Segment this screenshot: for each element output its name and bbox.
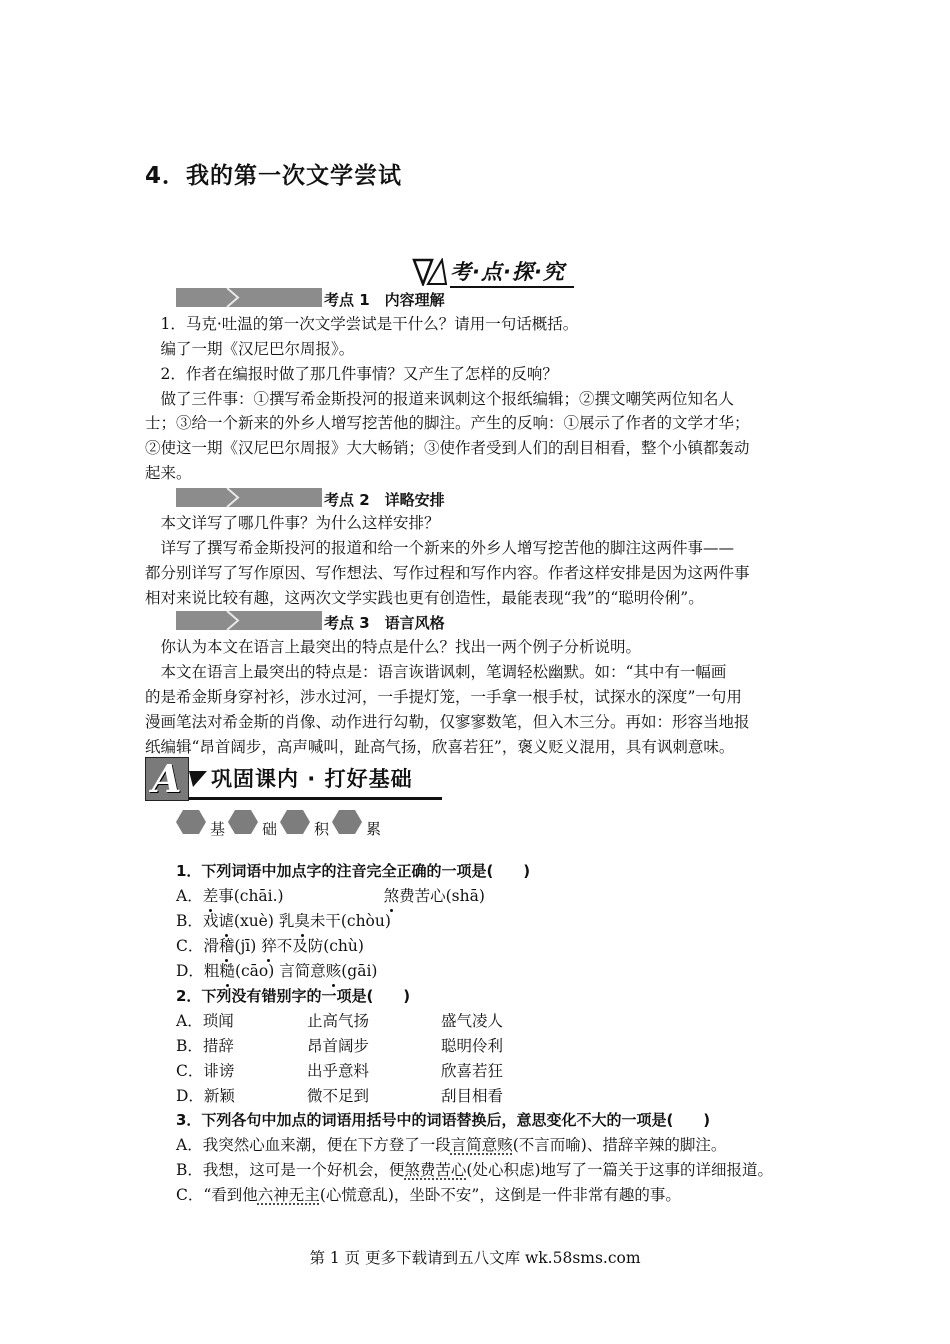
jichu-char: 累 <box>366 820 382 838</box>
question-stem: 3．下列各句中加点的词语用括号中的词语替换后，意思变化不大的一项是( ) <box>176 1111 711 1129</box>
kaodian-bar <box>176 611 322 630</box>
option-line: B．戏谑(xuè) 乳臭未干(chòu) <box>176 909 391 934</box>
option-line: D．粗糙(cāo) 言简意赅(gāi) <box>176 959 377 984</box>
option-line: 出乎意料 <box>307 1062 370 1080</box>
kaodian-bar <box>176 288 322 307</box>
option-line: 昂首阔步 <box>307 1037 370 1055</box>
section-title: 巩固课内 · 打好基础 <box>211 767 413 791</box>
kaodian-banner <box>412 256 574 288</box>
arrow-chevron-icon <box>224 488 244 507</box>
option-line: C．滑稽(jī) 猝不及防(chù) <box>176 934 364 959</box>
section-letter-badge: A <box>145 757 189 801</box>
section-header <box>145 757 445 803</box>
paragraph-line: 的是希金斯身穿衬衫，涉水过河，一手提灯笼，一手拿一根手杖，试探水的深度”一句用 <box>145 688 742 706</box>
section-underline <box>189 797 442 800</box>
kaodian-label: 考点 1 内容理解 <box>324 291 445 309</box>
option-line: C．诽谤 <box>176 1062 235 1080</box>
jichu-char: 础 <box>262 820 278 838</box>
paragraph-line: 都分别详写了写作原因、写作想法、写作过程和写作内容。作者这样安排是因为这两件事 <box>145 564 750 582</box>
paragraph-line: 起来。 <box>145 464 192 482</box>
triangle-icon <box>412 258 448 286</box>
paragraph-line: 做了三件事：①撰写希金斯投河的报道来讽刺这个报纸编辑；②撰文嘲笑两位知名人 <box>145 390 735 408</box>
hexagon-icon <box>176 810 206 834</box>
paragraph-line: 纸编辑“昂首阔步，高声喊叫，趾高气扬，欣喜若狂”，褒义贬义混用，具有讽刺意味。 <box>145 738 735 756</box>
hexagon-icon <box>228 810 258 834</box>
option-line: D．新颖 <box>176 1087 235 1105</box>
option-line: A．差事(chāi.) 煞费苦心(shā) <box>176 884 485 909</box>
option-line: 聪明伶利 <box>441 1037 504 1055</box>
question-stem: 1．下列词语中加点字的注音完全正确的一项是( ) <box>176 862 531 880</box>
jichu-char: 基 <box>210 820 226 838</box>
option-line: 欣喜若狂 <box>441 1062 504 1080</box>
option-line: B．措辞 <box>176 1037 234 1055</box>
question-stem: 2．下列没有错别字的一项是( ) <box>176 987 411 1005</box>
option-line: 止高气扬 <box>307 1012 370 1030</box>
page-title: 4．我的第一次文学尝试 <box>145 163 403 189</box>
banner-underline <box>450 286 574 288</box>
paragraph-line: 士；③给一个新来的外乡人增写挖苦他的脚注。产生的反响：①展示了作者的文学才华； <box>145 414 750 432</box>
option-line: B．我想，这可是一个好机会，便煞费苦心(处心积虑)地写了一篇关于这事的详细报道。 <box>176 1161 774 1179</box>
option-line: 盛气凌人 <box>441 1012 504 1030</box>
kaodian-bar <box>176 488 322 507</box>
jichu-char: 积 <box>314 820 330 838</box>
kaodian-label: 考点 2 详略安排 <box>324 491 445 509</box>
paragraph-line: 本文详写了哪几件事？为什么这样安排？ <box>145 514 440 532</box>
paragraph-line: 2．作者在编报时做了那几件事情？又产生了怎样的反响？ <box>145 365 558 383</box>
paragraph-line: 你认为本文在语言上最突出的特点是什么？找出一两个例子分析说明。 <box>145 638 642 656</box>
paragraph-line: 本文在语言上最突出的特点是：语言诙谐讽刺，笔调轻松幽默。如：“其中有一幅画 <box>145 663 727 681</box>
option-line: A．我突然心血来潮，便在下方登了一段言简意赅(不言而喻)、措辞辛辣的脚注。 <box>176 1136 727 1154</box>
option-line: A．琐闻 <box>176 1012 234 1030</box>
arrow-chevron-icon <box>224 288 244 307</box>
arrow-chevron-icon <box>224 611 244 630</box>
banner-title: 考·点·探·究 <box>450 260 565 284</box>
paragraph-line: 相对来说比较有趣，这两次文学实践也更有创造性，最能表现“我”的“聪明伶俐”。 <box>145 589 704 607</box>
page-footer: 第 1 页 更多下载请到五八文库 wk.58sms.com <box>309 1249 641 1267</box>
hexagon-icon <box>280 810 310 834</box>
paragraph-line: 编了一期《汉尼巴尔周报》。 <box>145 340 355 358</box>
paragraph-line: 详写了撰写希金斯投河的报道和给一个新来的外乡人增写挖苦他的脚注这两件事—— <box>145 539 735 557</box>
paragraph-line: 1．马克·吐温的第一次文学尝试是干什么？请用一句话概括。 <box>145 315 579 333</box>
option-line: C．“看到他六神无主(心慌意乱)，坐卧不安”，这倒是一件非常有趣的事。 <box>176 1186 681 1204</box>
paragraph-line: ②使这一期《汉尼巴尔周报》大大畅销；③使作者受到人们的刮目相看，整个小镇都轰动 <box>145 439 750 457</box>
option-line: 微不足到 <box>307 1087 370 1105</box>
paragraph-line: 漫画笔法对希金斯的肖像、动作进行勾勒，仅寥寥数笔，但入木三分。再如：形容当地报 <box>145 713 750 731</box>
triangle-marker-icon <box>189 771 207 787</box>
kaodian-label: 考点 3 语言风格 <box>324 614 445 632</box>
hexagon-icon <box>332 810 362 834</box>
option-line: 刮目相看 <box>441 1087 504 1105</box>
